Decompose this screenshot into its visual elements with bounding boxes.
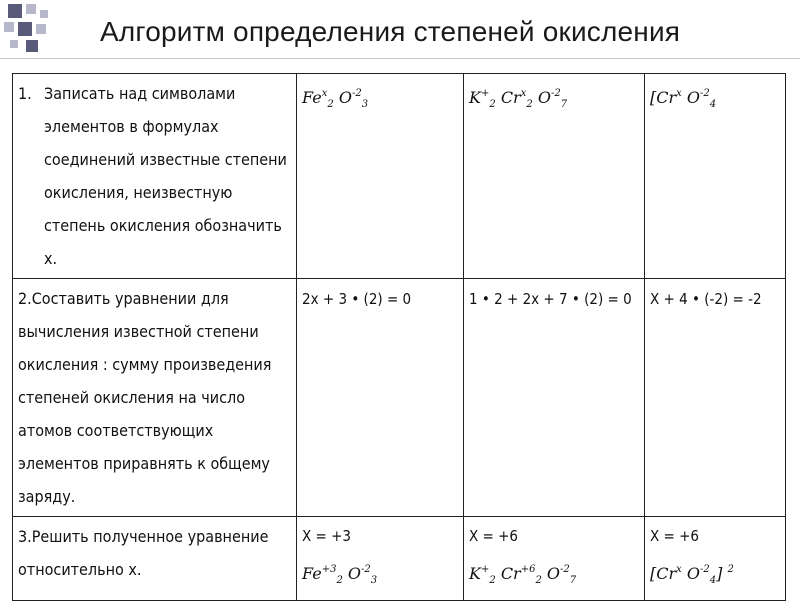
result-value: X = +6 — [469, 527, 519, 545]
formula-fe2o3-result: $Fe^{+3}_2$ $O^{-2}_3$ — [302, 564, 378, 586]
corner-squares-decoration — [0, 0, 60, 60]
deco-square — [26, 4, 36, 14]
step-description-cell — [13, 279, 297, 517]
deco-square — [8, 4, 22, 18]
result-value: X = +6 — [650, 527, 700, 545]
step-text: 3.Решить полученное уравнение относительно х. — [18, 527, 269, 579]
step-description-cell — [13, 74, 297, 279]
deco-square — [10, 40, 18, 48]
deco-square — [36, 24, 46, 34]
formula-fe2o3: $Fe^x_2$ $O^{-2}_3$ — [302, 88, 369, 110]
formula-k2cr2o7: $K^+_2$ $Cr^x_2$ $O^{-2}_7$ — [469, 88, 568, 110]
formula-cro4-result: [Cr$^x$ $O^{-2}_4$] $^2$ — [650, 564, 734, 586]
formula-cell — [297, 74, 464, 279]
step-number: 1. — [18, 84, 32, 103]
equation: 2x + 3 • (2) = 0 — [302, 290, 412, 308]
step-text: Записать над символами элементов в формулах соединений известные степени окисления, неизвестную степень окисления обозначить х. — [44, 84, 287, 268]
formula-k2cr2o7-result: $K^+_2$ $Cr^{+6}_2$ $O^{-2}_7$ — [469, 564, 577, 586]
table-row — [13, 74, 786, 279]
formula-cro4: [Cr$^x$ $O^{-2}_4$ — [650, 88, 717, 110]
equation-cell — [645, 279, 786, 517]
slide-title: Алгоритм определения степеней окисления — [100, 16, 681, 47]
result-cell — [297, 517, 464, 601]
deco-square — [4, 22, 14, 32]
deco-square — [40, 10, 48, 18]
formula-cell — [645, 74, 786, 279]
table-row — [13, 517, 786, 601]
deco-square — [26, 40, 38, 52]
step-text: 2.Составить уравнении для вычисления известной степени окисления : сумму произведения степеней окисления на число атомов соответствующих элементов приравнять к общему заряду. — [18, 289, 272, 506]
equation-cell — [297, 279, 464, 517]
table-row — [13, 279, 786, 517]
result-value: X = +3 — [302, 527, 352, 545]
result-cell — [645, 517, 786, 601]
equation-cell — [464, 279, 645, 517]
equation: X + 4 • (-2) = -2 — [650, 290, 762, 308]
result-cell — [464, 517, 645, 601]
equation: 1 • 2 + 2x + 7 • (2) = 0 — [469, 290, 632, 308]
algorithm-table — [12, 73, 786, 601]
deco-square — [18, 22, 32, 36]
formula-cell — [464, 74, 645, 279]
step-description-cell — [13, 517, 297, 601]
title-divider — [0, 58, 800, 59]
